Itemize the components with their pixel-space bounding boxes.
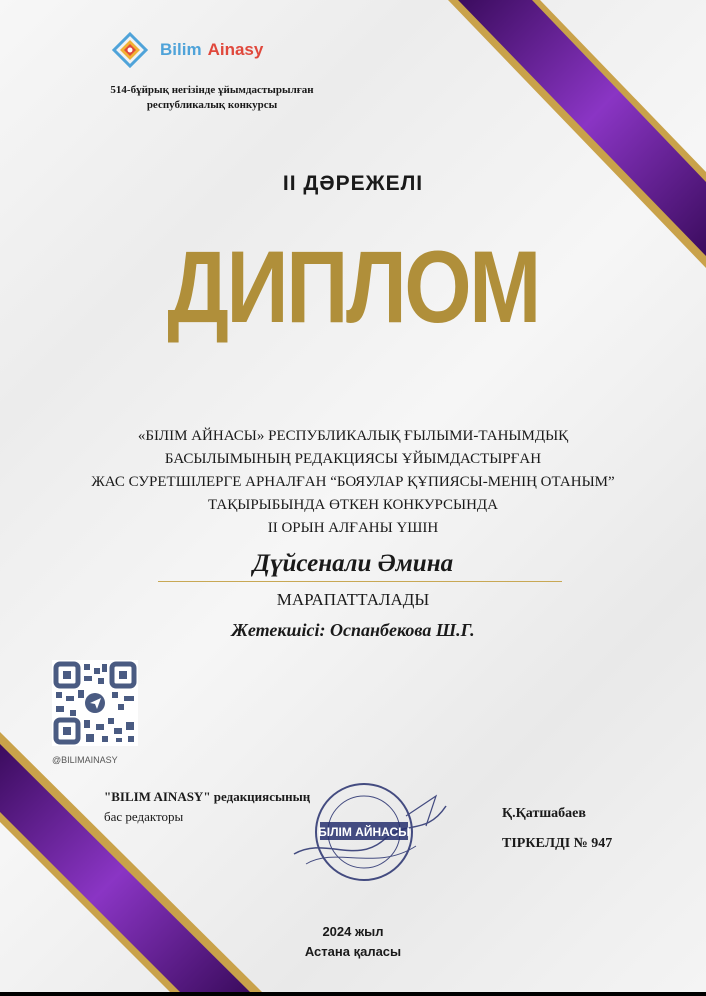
brand-name [160,40,263,60]
brand-name-part2: Ainasy [207,40,264,59]
official-stamp-icon [286,776,454,886]
year-place [0,922,706,962]
stamp-text: БІЛІМ АЙНАСЫ [318,825,410,839]
qr-code-icon [52,660,138,746]
org-line: II ОРЫН АЛҒАНЫ ҮШІН [267,520,439,536]
city-text: Астана қаласы [304,944,402,959]
diploma-degree: II ДӘРЕЖЕЛІ [282,172,424,195]
editor-caption [104,787,310,827]
mentor-text: Жетекшісі: Оспанбекова Ш.Г. [231,620,475,640]
org-line: ТАҚЫРЫБЫНДА ӨТКЕН КОНКУРСЫНДА [208,497,498,513]
recipient-name: Дүйсенали Әмина [252,550,454,577]
year-text: 2024 жыл [322,924,384,939]
bilim-ainasy-logo-icon [112,32,148,68]
top-right-ribbon [448,0,706,268]
brand-name-part1: Bilim [160,40,202,59]
org-line: «БІЛІМ АЙНАСЫ» РЕСПУБЛИКАЛЫҚ ҒЫЛЫМИ-ТАНЫМДЫҚ [137,428,569,444]
editor-line: бас редакторы [104,809,184,824]
editor-line: "BILIM AINASY" редакциясының [104,789,311,804]
org-line: БАСЫЛЫМЫНЫҢ РЕДАКЦИЯСЫ ҰЙЫМДАСТЫРҒАН [164,451,542,467]
brand-tagline: 514-бұйрық негізінде ұйымдастырылған республикалық конкурсы [110,84,314,111]
org-line: ЖАС СУРЕТШІЛЕРГЕ АРНАЛҒАН “БОЯУЛАР ҚҰПИЯСЫ-МЕНІҢ ОТАНЫМ” [91,474,615,490]
organization-text [40,425,666,540]
recipient-underline [158,581,562,582]
awarded-text: МАРАПАТТАЛАДЫ [276,590,430,609]
diploma-title: ДИПЛОМ [167,230,539,344]
social-handle: @BILIMAINASY [52,755,118,765]
signer-name: Қ.Қатшабаев [502,806,586,821]
registration-number: ТІРКЕЛДІ № 947 [502,836,613,851]
